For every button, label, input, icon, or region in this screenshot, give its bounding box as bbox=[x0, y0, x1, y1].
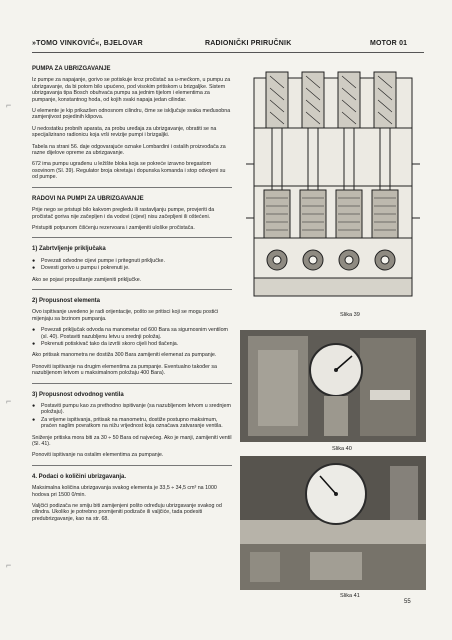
section-title: 4. Podaci o količini ubrizgavanja. bbox=[32, 473, 127, 480]
paragraph: Sniženje pritiska mora biti za 30 ÷ 50 Bara od najvećeg. Ako je manji, zamijeniti ventil (Sl. 41). bbox=[32, 434, 232, 448]
section-title: 2) Propusnost elementa bbox=[32, 297, 101, 304]
paragraph: Ponoviti ispitivanje na drugim elementima za pumpanje. Eventualno također sa nazubljenom letvom u maksimalnom položaju 400 Bara). bbox=[32, 363, 217, 377]
paragraph: Pristupiti potpunom čišćenju rezervoara i zamijeniti uloške pročistača. bbox=[32, 224, 195, 231]
paragraph: Valjčići podizača ne smiju biti zamijenjeni pošto određuju ubrizgavanje svakog od cilindra. Ukoliko je potrebno promijeniti podizače ili valjčiće, tada podesiti predubrizgavanje, kao na str. 68. bbox=[32, 503, 222, 522]
figure-caption: Slika 41 bbox=[340, 593, 360, 599]
list-item: ● Povezati odvodne cijevi pumpe i pritegnuti priključke. bbox=[32, 258, 232, 264]
binder-mark: ⌐ bbox=[6, 100, 12, 110]
paragraph: Tabela na strani 56. daje odgovarajuće oznake Lombardini i ostalih proizvođača za razne dijelove opreme za ubrizgavanje. bbox=[32, 143, 226, 157]
bullet-list bbox=[32, 258, 232, 272]
section-divider bbox=[32, 289, 232, 290]
section-title: RADOVI NA PUMPI ZA UBRIZGAVANJE bbox=[32, 195, 144, 202]
list-item: ● Postaviti pumpu kao za prethodno ispitivanje (sa nazubljenom letvom u srednjem položaju). bbox=[32, 403, 232, 416]
list-item: ● Za vrijeme ispitivanja, pritisak na manometru, dostiže postupno maksimum, praćen naglim povratkom na nižu vrijednost koja označava zatvaranje ventila. bbox=[32, 417, 232, 430]
list-item: ● Povezati priključak odvoda na manometar od 600 Bara sa sigurnosnim ventilom (sl. 40). Postaviti nazubljenu letvu u srednji položaj. bbox=[32, 327, 232, 340]
paragraph: U nedostatku probnih aparata, za probu uređaja za ubrizgavanje, obratiti se na specijalizirano radionicu koja vrši revizije pumpi i brizgaljki. bbox=[32, 125, 217, 139]
pump-test-photo-40 bbox=[240, 330, 426, 442]
section-title: 3) Propusnost odvodnog ventila bbox=[32, 391, 124, 398]
section-title: 1) Zabrtvljenje priključaka bbox=[32, 246, 106, 253]
list-item: ● Dovesti gorivo u pumpu i pokrenuti je. bbox=[32, 265, 232, 271]
paragraph: Iz pumpe za napajanje, gorivo se potiskuje kroz pročistač sa u-mećkom, u pumpu za ubrizgavanje, da bi potom bilo upućeno, pod visokim pritiskom u brizgaljke. Sistem ubrizgavanja tipa Bosch obuhvaća pumpu sa jednim tijelom i elementima za pumpanje, konstantnog hoda, od kojih svaki napaja jedan cilindar. bbox=[32, 77, 231, 103]
pump-cross-section-drawing bbox=[240, 68, 426, 306]
running-header-center: RADIONIČKI PRIRUČNIK bbox=[205, 40, 292, 47]
paragraph: Ako pritisak manometra ne dostiža 300 Bara zamijeniti elemenat za pumpanje. bbox=[32, 352, 217, 359]
section-divider bbox=[32, 187, 232, 188]
binder-mark: ⌐ bbox=[6, 396, 12, 406]
running-header-right: MOTOR 01 bbox=[370, 40, 408, 47]
paragraph: Ponoviti ispitivanje na ostalim elementima za pumpanje. bbox=[32, 452, 164, 459]
paragraph: Maksimalna količina ubrizgavanja svakog elementa je 33,5 ÷ 34,5 cm³ na 1000 hodova pri 1500 0/min. bbox=[32, 485, 217, 498]
pump-cross-section-figure bbox=[240, 68, 426, 306]
manometer-photo bbox=[240, 456, 426, 590]
paragraph: U elemente je kip prikazšen odnosnom cilindru, čime se isključuje svaka međusobna zamjenjivost pojedinih klipova. bbox=[32, 108, 231, 121]
test-bench-photo bbox=[240, 330, 426, 442]
running-header-left: »TOMO VINKOVIĆ«, BJELOVAR bbox=[32, 40, 143, 47]
paragraph: 672 ima pumpu ugrađenu u ležište bloka koja se pokreće izravno bregastom osovinom (Sl. 39). Regulator broja okretaja i dopunska komanda i stop odvojeni su od pumpe. bbox=[32, 161, 226, 181]
paragraph: Ovo ispitivanje uvedeno je radi orijentacije, pošto se pritisci koji se mogu postići mijenjaju sa brzinom pumpanja. bbox=[32, 309, 219, 322]
bullet-list bbox=[32, 327, 232, 347]
pump-test-photo-41 bbox=[240, 456, 426, 590]
figure-caption: Slika 39 bbox=[340, 312, 360, 318]
header-rule bbox=[32, 52, 424, 53]
section-divider bbox=[32, 465, 232, 466]
binder-mark: ⌐ bbox=[6, 560, 12, 570]
list-item: ● Pokrenuti potiskivač tako da izvrši skoro cijeli hod tlačenja. bbox=[32, 341, 232, 347]
paragraph: Ako se pojavi propuštanje zamijeniti priključke. bbox=[32, 276, 142, 283]
section-divider bbox=[32, 383, 232, 384]
bullet-list bbox=[32, 403, 232, 430]
page-number: 55 bbox=[404, 599, 411, 605]
section-divider bbox=[32, 237, 232, 238]
text-column bbox=[32, 66, 232, 527]
section-title: PUMPA ZA UBRIZGAVANJE bbox=[32, 66, 111, 72]
figure-caption: Slika 40 bbox=[332, 446, 352, 452]
paragraph: Prije nego se pristupi bilo kakvom pregledu ili rastavljanju pumpe, provjeriti da pročistač goriva nije začepljen i da vodovi (cijevi) nisu začepljeni ili oštećeni. bbox=[32, 207, 215, 220]
